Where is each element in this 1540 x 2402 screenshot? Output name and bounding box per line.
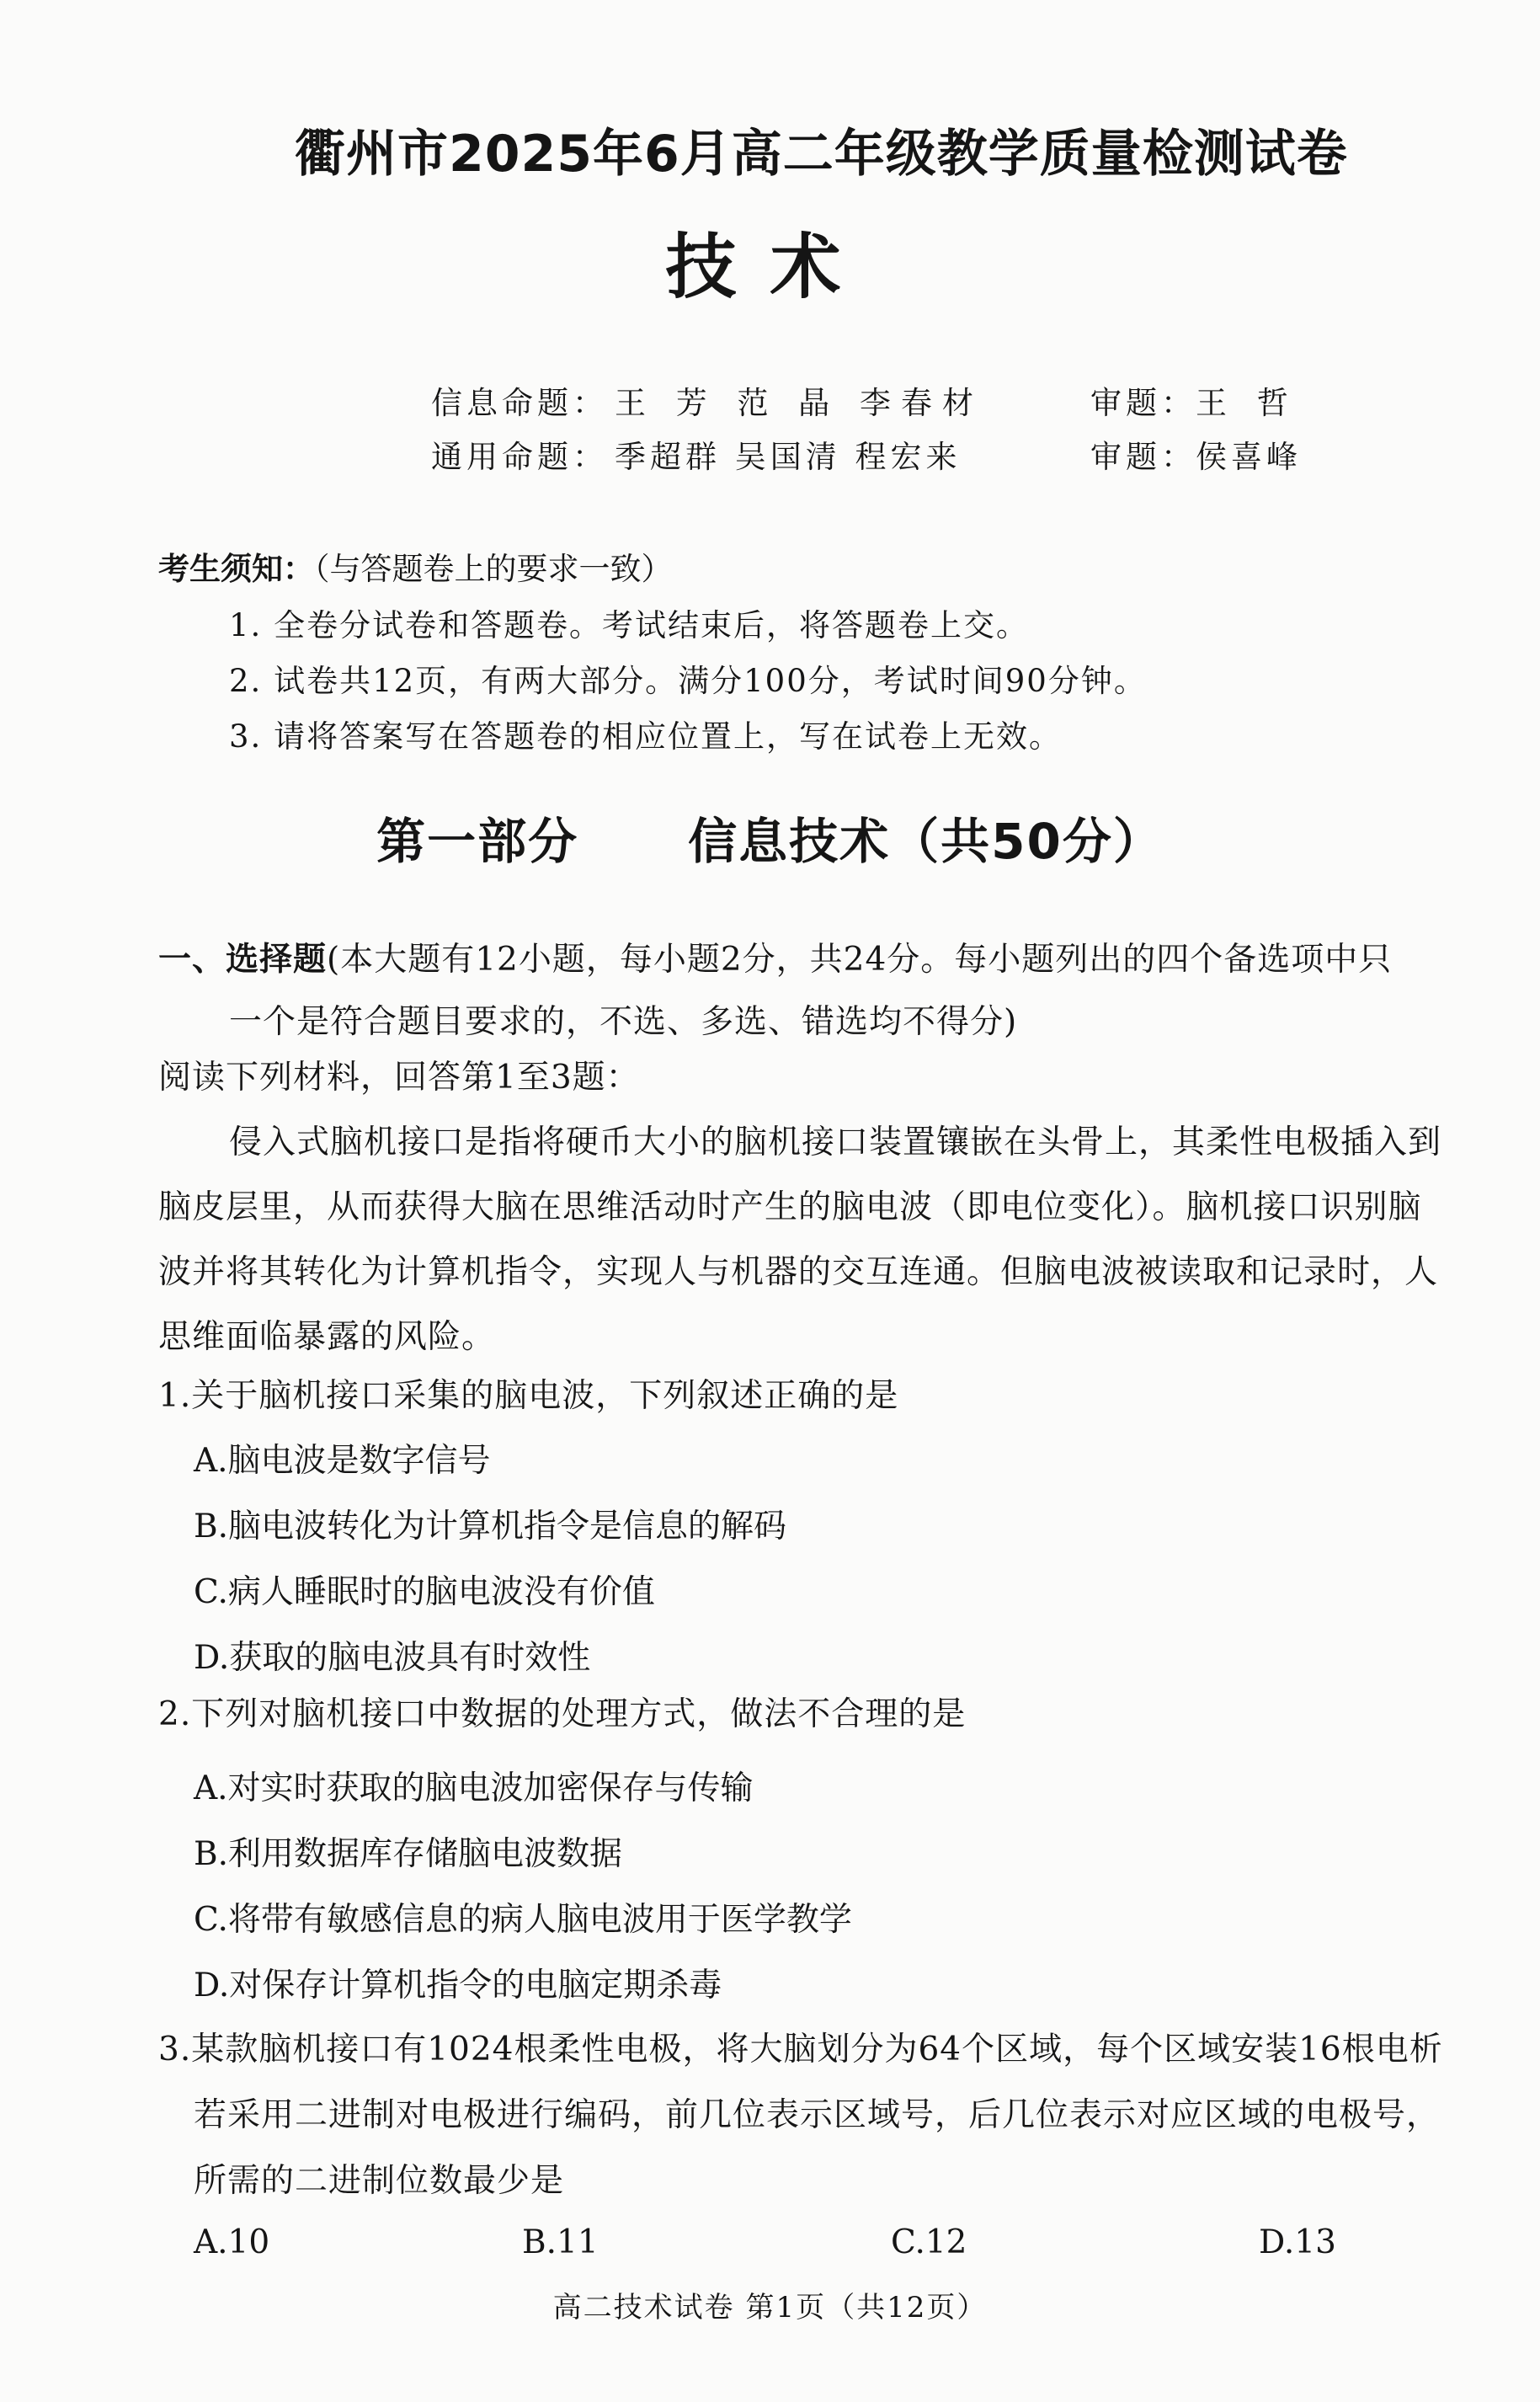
part-title: 信息技术（共50分）	[688, 813, 1164, 870]
option: B.脑电波转化为计算机指令是信息的解码	[194, 1508, 787, 1545]
question-stem-cont: 若采用二进制对电极进行编码，前几位表示区域号，后几位表示对应区域的电极号，	[194, 2096, 1441, 2134]
notice-heading-note: （与答题卷上的要求一致）	[314, 551, 673, 587]
info-label: 信息命题：	[431, 385, 608, 421]
option: D.13	[1259, 2223, 1336, 2261]
exam-title: 衢州市2025年6月高二年级教学质量检测试卷	[295, 125, 1348, 184]
option: C.病人睡眠时的脑电波没有价值	[194, 1573, 655, 1611]
material-intro: 阅读下列材料，回答第1至3题：	[158, 1059, 640, 1097]
question-stem-cont: 所需的二进制位数最少是	[194, 2162, 565, 2200]
part-label: 第一部分	[376, 813, 579, 870]
option: C.将带有敏感信息的病人脑电波用于医学教学	[194, 1901, 852, 1939]
general-authors: 季超群 吴国清 程宏来	[615, 439, 962, 475]
material-line: 脑皮层里，从而获得大脑在思维活动时产生的脑电波（即电位变化）。脑机接口识别脑	[158, 1188, 1422, 1226]
part-heading	[0, 802, 1540, 873]
question-stem: 1.关于脑机接口采集的脑电波，下列叙述正确的是	[158, 1377, 899, 1415]
section-heading	[158, 933, 1392, 980]
option: B.利用数据库存储脑电波数据	[194, 1835, 623, 1873]
option: C.12	[891, 2223, 967, 2261]
notice-heading-label: 考生须知：	[158, 551, 314, 587]
section-desc: (本大题有12小题，每小题2分，共24分。每小题列出的四个备选项中只	[327, 941, 1393, 979]
general-label: 通用命题：	[431, 439, 608, 475]
page-footer: 高二技术试卷 第1页（共12页）	[552, 2291, 988, 2325]
subject-title: 技术	[665, 226, 875, 308]
section-label: 一、选择题	[158, 941, 328, 979]
option: D.对保存计算机指令的电脑定期杀毒	[194, 1967, 722, 2004]
general-review-label: 审题：	[1090, 439, 1196, 475]
notice-heading	[158, 543, 673, 589]
info-review-label: 审题：	[1090, 385, 1196, 421]
option: A.对实时获取的脑电波加密保存与传输	[194, 1769, 754, 1807]
info-reviewer: 王 哲	[1196, 385, 1298, 421]
question-stem: 2.下列对脑机接口中数据的处理方式，做法不合理的是	[158, 1695, 967, 1733]
notice-item: 2. 试卷共12页，有两大部分。满分100分，考试时间90分钟。	[229, 663, 1147, 699]
section-desc-cont: 一个是符合题目要求的，不选、多选、错选均不得分)	[229, 1003, 1018, 1041]
option: B.11	[522, 2223, 599, 2261]
notice-item: 3. 请将答案写在答题卷的相应位置上，写在试卷上无效。	[229, 718, 1063, 755]
general-reviewer: 侯喜峰	[1196, 439, 1302, 475]
option: D.获取的脑电波具有时效性	[194, 1639, 591, 1677]
info-authors: 王 芳 范 晶 李春材	[615, 385, 984, 421]
question-stem: 3.某款脑机接口有1024根柔性电极，将大脑划分为64个区域，每个区域安装16根电析	[158, 2031, 1443, 2068]
material-line: 波并将其转化为计算机指令，实现人与机器的交互连通。但脑电波被读取和记录时，人	[158, 1253, 1439, 1291]
option: A.脑电波是数字信号	[194, 1442, 491, 1480]
option: A.10	[194, 2223, 270, 2261]
notice-item: 1. 全卷分试卷和答题卷。考试结束后，将答题卷上交。	[229, 607, 1030, 643]
material-line: 思维面临暴露的风险。	[158, 1318, 496, 1356]
material-line: 侵入式脑机接口是指将硬币大小的脑机接口装置镶嵌在头骨上，其柔性电极插入到	[229, 1124, 1442, 1161]
